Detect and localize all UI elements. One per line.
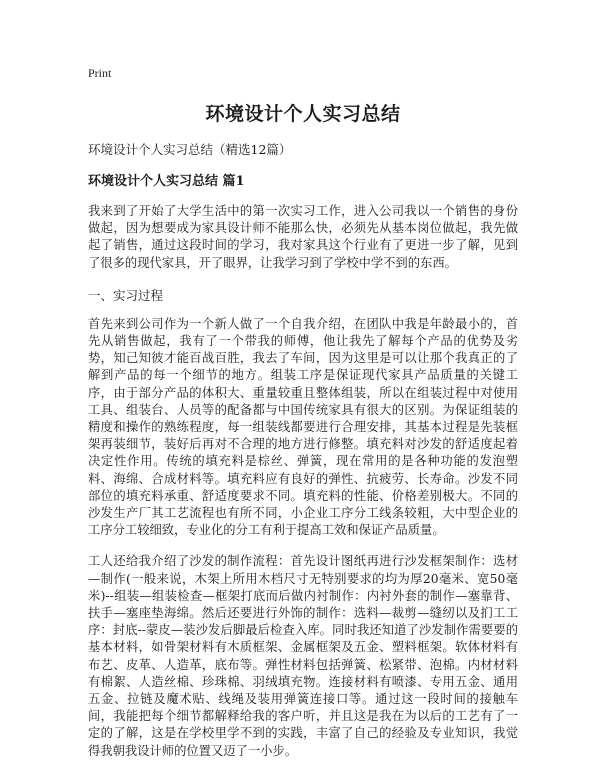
paragraph-intro: 我来到了开始了大学生活中的第一次实习工作，进入公司我以一个销售的身份做起，因为想要成为家具设计师不能那么快，必须先从基本岗位做起，我先做起了销售，通过这段时间的学习，我对家具这个行业有了更进一步了解，见到了很多的现代家具，开了眼界，让我学习到了学校中学不到的东西。: [88, 204, 518, 270]
document-page: [88, 66, 518, 774]
print-label: Print: [88, 66, 112, 80]
paragraph-process: 首先来到公司作为一个新人做了一个自我介绍，在团队中我是年龄最小的，首先从销售做起，我有了一个带我的师傅，他让我先了解每个产品的优势及劣势，知己知彼才能百战百胜，我去了车间，因为这里是可以让那个我真正的了解到产品的每一个细节的地方。组装工序是保证现代家具产品质量的关键工序，由于部分产品的体积大、重量较重且整体组装，所以在组装过程中对使用工具、组装台、人员等的配备都与中国传统家具有很大的区别。为保证组装的精度和操作的熟练程度，每一组装线都要进行合理安排，其基本过程是先装框架再装细节，装好后再对不合理的地方进行修整。填充料对沙发的舒适度起着决定性作用。传统的填充料是棕丝、弹簧，现在常用的是各种功能的发泡塑料、海绵、合成材料等。填充料应有良好的弹性、抗疲劳、长寿命。沙发不同部位的填充料承重、舒适度要求不同。填充料的性能、价格差别极大。不同的沙发生产厂其工艺流程也有所不同，小企业工序分工线条较粗，大中型企业的工序分工较细致，专业化的分工有利于提高工效和保证产品质量。: [88, 316, 518, 538]
document-subtitle: 环境设计个人实习总结（精选12篇）: [88, 142, 292, 157]
paragraph-sofa-workflow: 工人还给我介绍了沙发的制作流程：首先设计图纸再进行沙发框架制作：选材—制作(一般来说，木架上所用木档尺寸无特别要求的均为厚20毫米、宽50毫米)--组装—组装检查—框架打底而后做内衬制作：内衬外套的制作—塞靠背、扶手—塞座垫海绵。然后还要进行外饰的制作：选料—裁剪—缝纫以及扪工工序：封底--蒙皮—装沙发后脚最后检查入库。同时我还知道了沙发制作需要要的基本材料，如骨架材料有木质框架、金属框架及五金、塑料框架。软体材料有布艺、皮革、人造革，底布等。弹性材料包括弹簧、松紧带、泡棉。内材材料有棉絮、人造丝棉、珍珠棉、羽绒填充物。连接材料有喷漆、专用五金、通用五金、拉链及魔术贴、线绳及装用弹簧连接口等。通过这一段时间的接触车间，我能把每个细节都解释给我的客户听，并且这是我在为以后的工艺有了一定的了解，这是在学校里学不到的实践，丰富了自己的经验及专业知识，我觉得我朝我设计师的位置又迈了一小步。: [88, 554, 518, 758]
subheading-internship-process: 一、实习过程: [88, 287, 164, 303]
section-heading: 环境设计个人实习总结 篇1: [88, 174, 245, 189]
document-title: 环境设计个人实习总结: [205, 103, 401, 125]
